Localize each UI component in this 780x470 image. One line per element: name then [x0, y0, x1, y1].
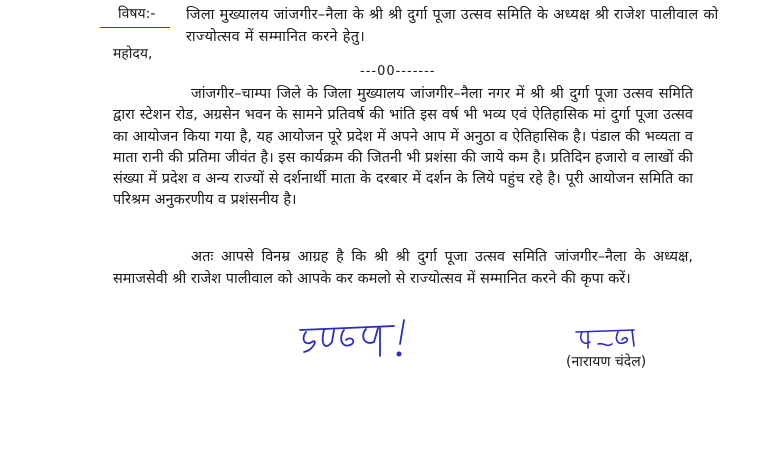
- subject-text: जिला मुख्यालय जांजगीर–नैला के श्री श्री दुर्गा पूजा उत्सव समिति के अध्यक्ष श्री राजेश पालीवाल को राज्योत्सव में सम्मानित करने हेतु।: [186, 7, 719, 45]
- signature-initials: [574, 322, 674, 352]
- signer-name: (नारायण चंदेल): [566, 354, 647, 370]
- separator-mark: ---00-------: [360, 64, 436, 79]
- handwritten-closing-signature: [296, 316, 416, 376]
- salutation: महोदय,: [113, 46, 153, 62]
- subject-label: विषय:-: [118, 6, 156, 22]
- subject-underline: [100, 27, 170, 28]
- body-paragraph-2: अतः आपसे विनम्र आग्रह है कि श्री श्री दुर्गा पूजा उत्सव समिति जांजगीर–नैला के अध्यक्ष, समाजसेवी श्री राजेश पालीवाल को आपके कर कमलो से राज्योत्सव में सम्मानित करने की कृपा करें।: [113, 249, 693, 287]
- body-paragraph-1: जांजगीर–चाम्पा जिले के जिला मुख्यालय जांजगीर–नैला नगर में श्री श्री दुर्गा पूजा उत्सव समिति द्वारा स्टेशन रोड, अग्रसेन भवन के सामने प्रतिवर्ष की भांति इस वर्ष भी भव्य एवं ऐतिहासिक मां दुर्गा पूजा उत्सव का आयोजन किया गया है, यह आयोजन पूरे प्रदेश में अपने आप में अनुठा व ऐतिहासिक है। पंडाल की भव्यता व माता रानी की प्रतिमा जीवंत है। इस कार्यक्रम की जितनी भी प्रशंसा की जाये कम है। प्रतिदिन हजारो व लाखों की संख्या में प्रदेश व अन्य राज्यों से दर्शनार्थी माता के दरबार में दर्शन के लिये पहुंच रहे है। पूरी आयोजन समिति का परिश्रम अनुकरणीय व प्रशंसनीय है।: [113, 86, 693, 209]
